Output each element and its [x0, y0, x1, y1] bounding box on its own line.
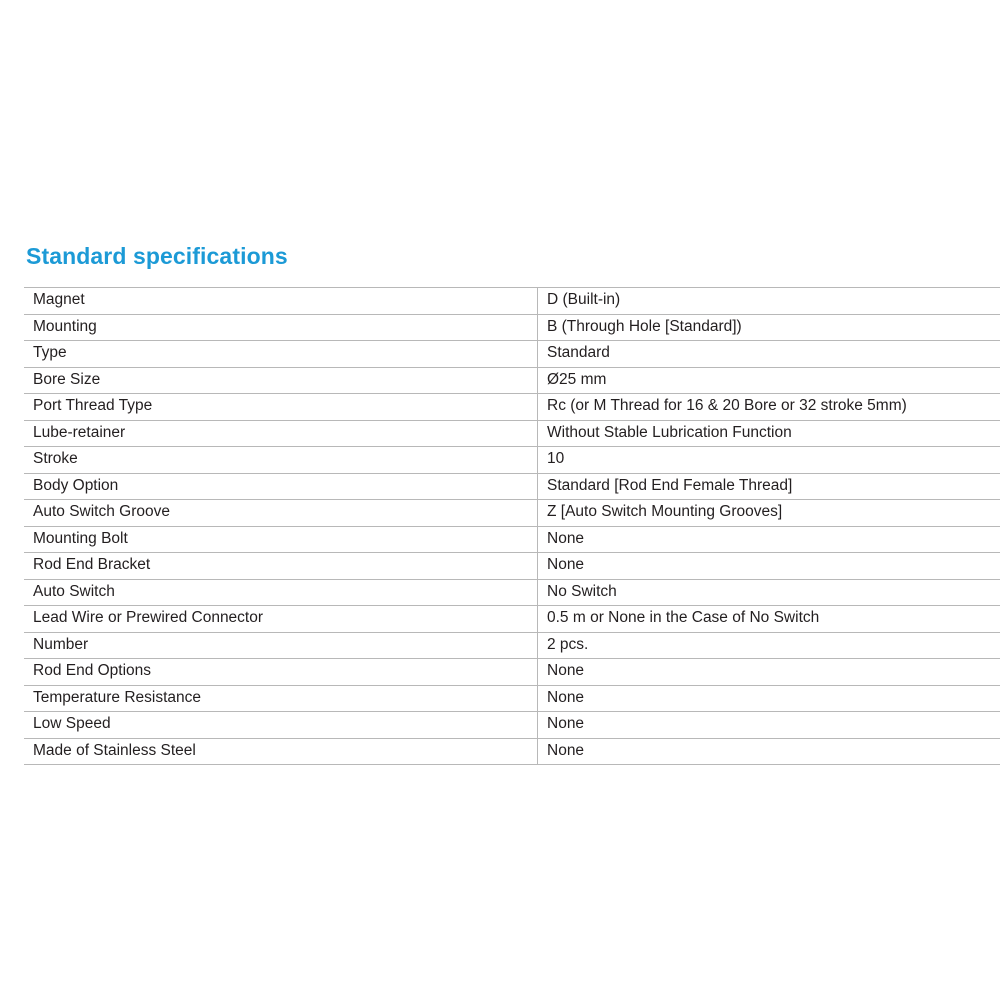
spec-value: 10 — [538, 447, 1000, 474]
table-row — [24, 632, 1000, 659]
table-row — [24, 420, 1000, 447]
spec-value: Rc (or M Thread for 16 & 20 Bore or 32 stroke 5mm) — [538, 394, 1000, 421]
table-row — [24, 526, 1000, 553]
table-row — [24, 738, 1000, 765]
spec-value: None — [538, 659, 1000, 686]
spec-value: None — [538, 526, 1000, 553]
spec-label: Stroke — [24, 447, 538, 474]
spec-label: Lead Wire or Prewired Connector — [24, 606, 538, 633]
spec-value: None — [538, 738, 1000, 765]
spec-value: 2 pcs. — [538, 632, 1000, 659]
table-row — [24, 685, 1000, 712]
spec-value: None — [538, 553, 1000, 580]
spec-label: Mounting — [24, 314, 538, 341]
spec-label: Low Speed — [24, 712, 538, 739]
spec-label: Auto Switch — [24, 579, 538, 606]
spec-label: Body Option — [24, 473, 538, 500]
spec-label: Auto Switch Groove — [24, 500, 538, 527]
spec-value: 0.5 m or None in the Case of No Switch — [538, 606, 1000, 633]
spec-label: Made of Stainless Steel — [24, 738, 538, 765]
table-row — [24, 712, 1000, 739]
table-row — [24, 367, 1000, 394]
spec-label: Type — [24, 341, 538, 368]
spec-label: Mounting Bolt — [24, 526, 538, 553]
spec-value: None — [538, 712, 1000, 739]
spec-label: Rod End Options — [24, 659, 538, 686]
table-row — [24, 579, 1000, 606]
table-row — [24, 500, 1000, 527]
spec-label: Temperature Resistance — [24, 685, 538, 712]
table-row — [24, 553, 1000, 580]
spec-value: None — [538, 685, 1000, 712]
spec-label: Number — [24, 632, 538, 659]
spec-value: Without Stable Lubrication Function — [538, 420, 1000, 447]
table-row — [24, 606, 1000, 633]
spec-value: Standard [Rod End Female Thread] — [538, 473, 1000, 500]
page-title: Standard specifications — [26, 243, 288, 269]
spec-value: Standard — [538, 341, 1000, 368]
table-row — [24, 473, 1000, 500]
spec-value: No Switch — [538, 579, 1000, 606]
spec-label: Lube-retainer — [24, 420, 538, 447]
standard-specifications-table — [24, 287, 1000, 765]
table-row — [24, 447, 1000, 474]
table-body — [24, 288, 1000, 765]
table-row — [24, 314, 1000, 341]
spec-value: Ø25 mm — [538, 367, 1000, 394]
table-row — [24, 341, 1000, 368]
table-row — [24, 288, 1000, 315]
spec-value: B (Through Hole [Standard]) — [538, 314, 1000, 341]
spec-label: Port Thread Type — [24, 394, 538, 421]
spec-value: D (Built-in) — [538, 288, 1000, 315]
spec-label: Rod End Bracket — [24, 553, 538, 580]
spec-value: Z [Auto Switch Mounting Grooves] — [538, 500, 1000, 527]
spec-label: Bore Size — [24, 367, 538, 394]
spec-label: Magnet — [24, 288, 538, 315]
table-row — [24, 659, 1000, 686]
table-row — [24, 394, 1000, 421]
